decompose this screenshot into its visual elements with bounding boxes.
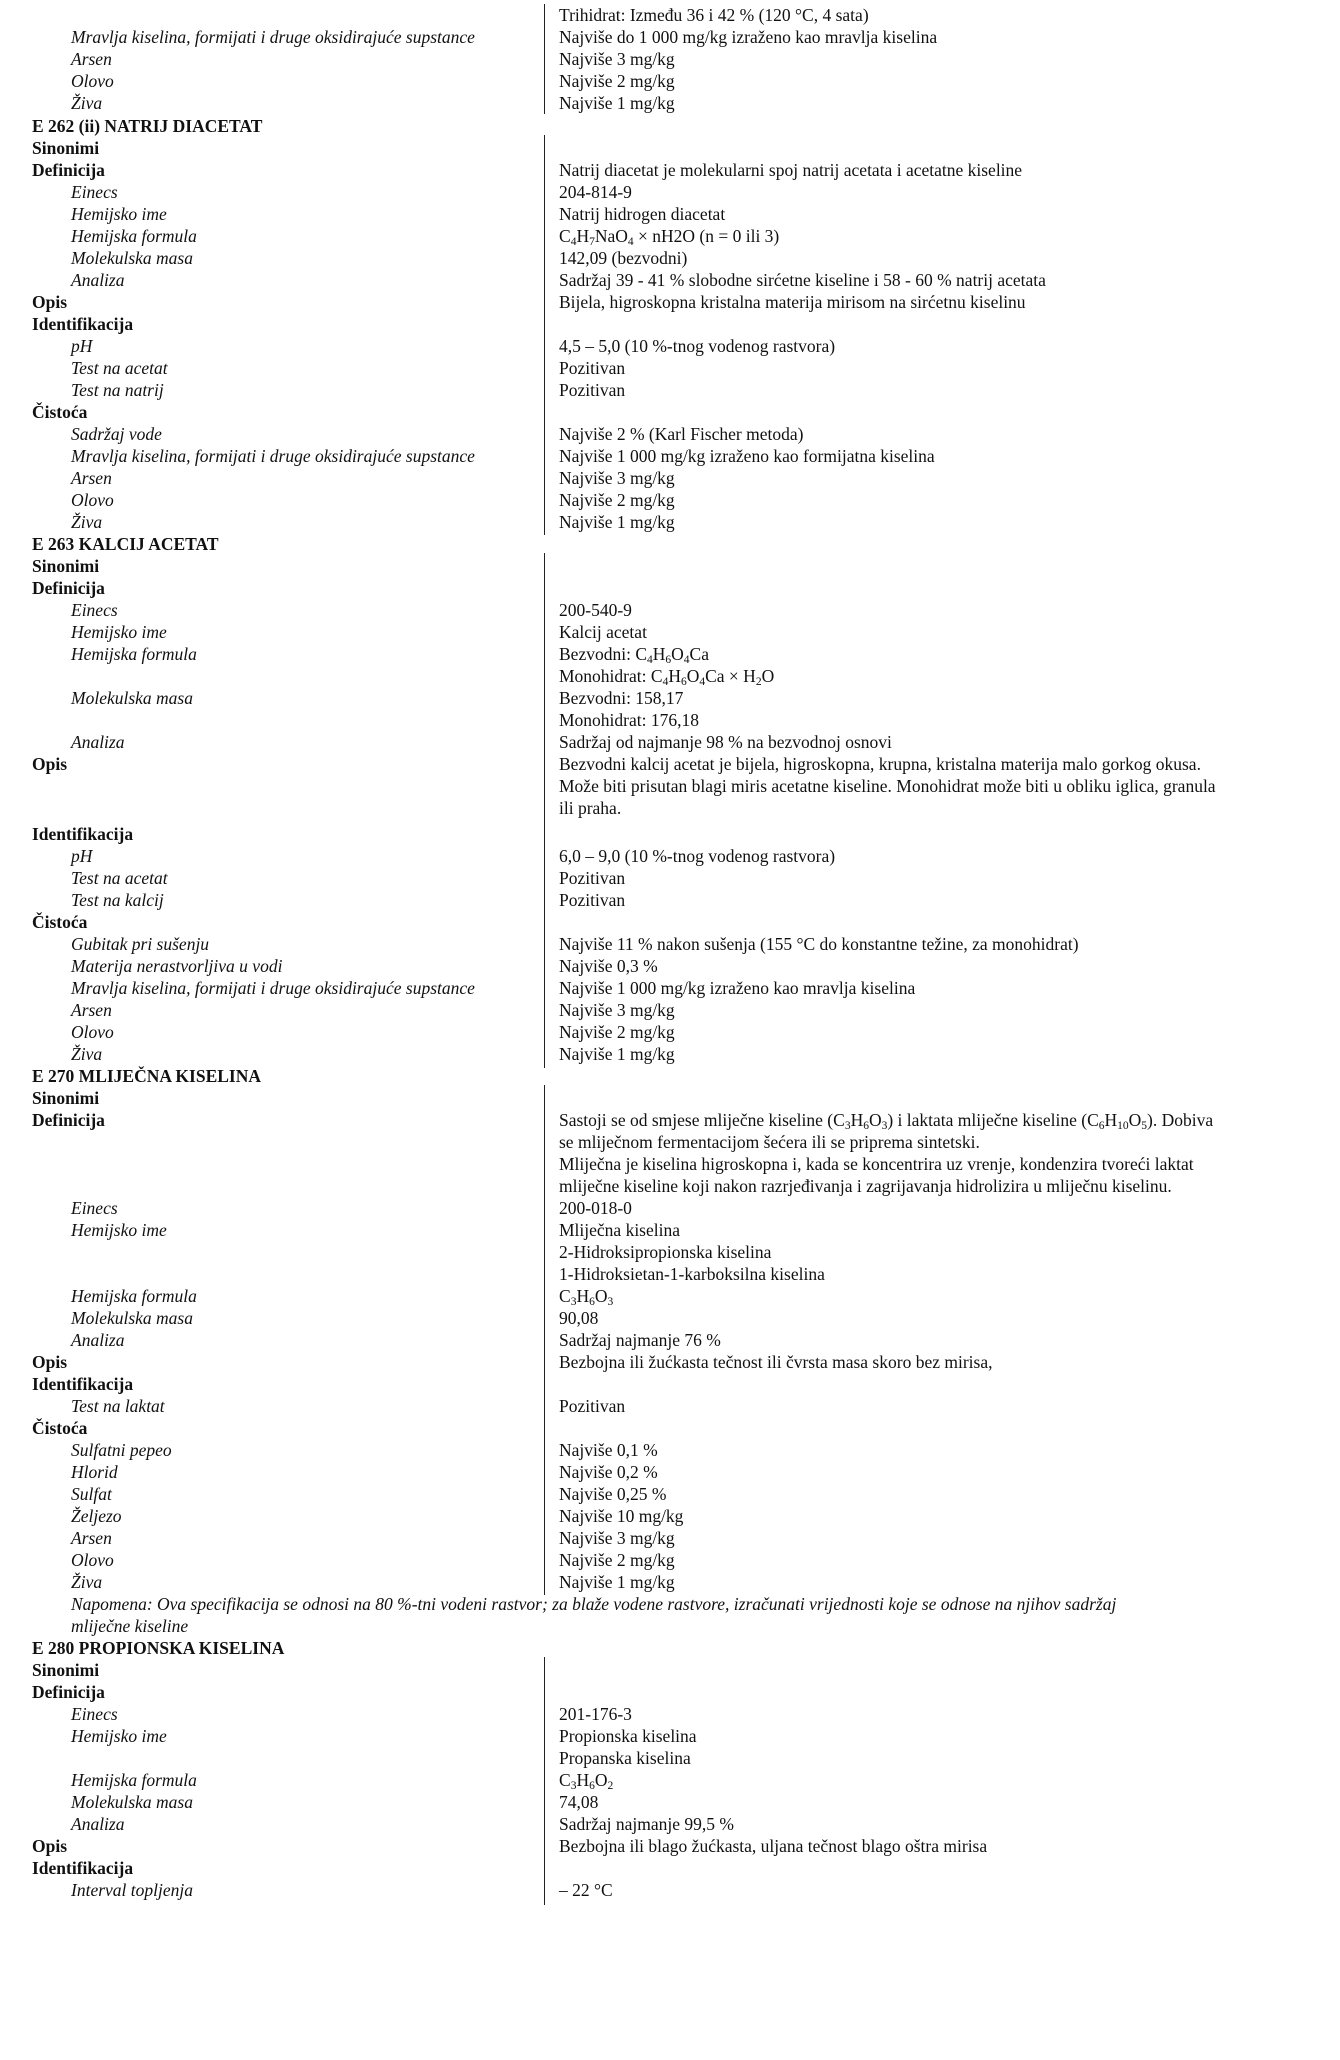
property-value: Mliječna kiselina <box>559 1220 681 1240</box>
property-value: Najviše 0,25 % <box>559 1484 667 1504</box>
category-label: Identifikacija <box>32 1858 134 1878</box>
category-label: Opis <box>32 292 68 312</box>
property-value: Najviše do 1 000 mg/kg izraženo kao mravlja kiselina <box>559 27 938 47</box>
property-label: Hemijska formula <box>71 226 197 246</box>
property-value: Bijela, higroskopna kristalna materija mirisom na sirćetnu kiselinu <box>559 292 1026 312</box>
property-value: Najviše 0,2 % <box>559 1462 658 1482</box>
property-value: Može biti prisutan blagi miris acetatne kiseline. Monohidrat može biti u obliku iglica, granula <box>559 776 1216 796</box>
property-value: Pozitivan <box>559 380 626 400</box>
category-label: Definicija <box>32 160 105 180</box>
property-value: Pozitivan <box>559 890 626 910</box>
property-label: Hemijsko ime <box>71 1726 167 1746</box>
property-value: Najviše 0,3 % <box>559 956 658 976</box>
category-label: Identifikacija <box>32 314 134 334</box>
property-value: Sadržaj najmanje 99,5 % <box>559 1814 734 1834</box>
property-value: 201-176-3 <box>559 1704 632 1724</box>
property-label: Hemijska formula <box>71 644 197 664</box>
property-label: Analiza <box>71 732 125 752</box>
property-label: Živa <box>71 93 103 113</box>
property-label: Živa <box>71 1044 103 1064</box>
property-value: Najviše 2 % (Karl Fischer metoda) <box>559 424 804 444</box>
property-label: Sulfatni pepeo <box>71 1440 172 1460</box>
property-value: Sadržaj 39 - 41 % slobodne sirćetne kiseline i 58 - 60 % natrij acetata <box>559 270 1046 290</box>
category-label: Identifikacija <box>32 824 134 844</box>
property-value: 90,08 <box>559 1308 599 1328</box>
property-value: Mliječna je kiselina higroskopna i, kada se koncentrira uz vrenje, kondenzira tvoreći laktat <box>559 1154 1194 1174</box>
property-label: Sadržaj vode <box>71 424 162 444</box>
property-label: Hlorid <box>71 1462 118 1482</box>
property-label: Molekulska masa <box>71 1308 193 1328</box>
property-value: – 22 °C <box>559 1880 613 1900</box>
note-text: Napomena: Ova specifikacija se odnosi na 80 %-tni vodeni rastvor; za blaže vodene rastvore, izračunati vrijednosti koje se odnose na njihov sadržaj <box>71 1594 1117 1614</box>
property-label: Sulfat <box>71 1484 112 1504</box>
property-label: Analiza <box>71 270 125 290</box>
property-label: Analiza <box>71 1330 125 1350</box>
property-value: 200-540-9 <box>559 600 632 620</box>
property-label: Mravlja kiselina, formijati i druge oksidirajuće supstance <box>71 27 475 47</box>
category-label: Definicija <box>32 1682 105 1702</box>
section-heading: E 270 MLIJEČNA KISELINA <box>32 1066 262 1086</box>
property-label: Test na acetat <box>71 358 168 378</box>
category-label: Čistoća <box>32 1418 88 1438</box>
property-value: Propanska kiselina <box>559 1748 691 1768</box>
property-label: Test na kalcij <box>71 890 164 910</box>
property-value: Najviše 3 mg/kg <box>559 49 675 69</box>
property-label: pH <box>71 846 93 866</box>
property-value: Sadržaj najmanje 76 % <box>559 1330 721 1350</box>
section-heading: E 280 PROPIONSKA KISELINA <box>32 1638 285 1658</box>
property-value: 204-814-9 <box>559 182 632 202</box>
note-text: mliječne kiseline <box>71 1616 189 1636</box>
e270-column-divider <box>544 1085 545 1595</box>
property-value: Najviše 2 mg/kg <box>559 490 675 510</box>
property-value: 74,08 <box>559 1792 599 1812</box>
category-label: Opis <box>32 754 68 774</box>
property-label: Test na natrij <box>71 380 164 400</box>
property-label: Materija nerastvorljiva u vodi <box>71 956 283 976</box>
property-value: Natrij diacetat je molekularni spoj natrij acetata i acetatne kiseline <box>559 160 1023 180</box>
property-value: Kalcij acetat <box>559 622 647 642</box>
property-value: Bezbojna ili žućkasta tečnost ili čvrsta masa skoro bez mirisa, <box>559 1352 993 1372</box>
property-value: 200-018-0 <box>559 1198 632 1218</box>
property-value: Bezbojna ili blago žućkasta, uljana tečnost blago oštra mirisa <box>559 1836 988 1856</box>
property-value: Najviše 10 mg/kg <box>559 1506 684 1526</box>
property-label: Hemijska formula <box>71 1286 197 1306</box>
property-label: Olovo <box>71 1022 114 1042</box>
property-value: 4,5 – 5,0 (10 %-tnog vodenog rastvora) <box>559 336 836 356</box>
property-label: Analiza <box>71 1814 125 1834</box>
property-value: 142,09 (bezvodni) <box>559 248 688 268</box>
section-heading: E 263 KALCIJ ACETAT <box>32 534 219 554</box>
category-label: Čistoća <box>32 402 88 422</box>
property-label: Arsen <box>71 1528 112 1548</box>
property-label: Hemijska formula <box>71 1770 197 1790</box>
property-value: 2-Hidroksipropionska kiselina <box>559 1242 772 1262</box>
property-value: se mliječnom fermentacijom šećera ili se priprema sintetski. <box>559 1132 980 1152</box>
property-value: Monohidrat: 176,18 <box>559 710 699 730</box>
property-label: Olovo <box>71 71 114 91</box>
property-value: Najviše 1 mg/kg <box>559 93 675 113</box>
property-value: Najviše 1 mg/kg <box>559 1572 675 1592</box>
category-label: Čistoća <box>32 912 88 932</box>
property-label: Molekulska masa <box>71 248 193 268</box>
property-value: Najviše 3 mg/kg <box>559 1000 675 1020</box>
property-value: Najviše 3 mg/kg <box>559 468 675 488</box>
category-label: Sinonimi <box>32 1088 100 1108</box>
property-label: Einecs <box>71 600 118 620</box>
property-label: Hemijsko ime <box>71 622 167 642</box>
property-label: Einecs <box>71 1704 118 1724</box>
property-value: Pozitivan <box>559 358 626 378</box>
category-label: Opis <box>32 1352 68 1372</box>
property-label: Arsen <box>71 1000 112 1020</box>
property-label: Živa <box>71 1572 103 1592</box>
property-label: Einecs <box>71 1198 118 1218</box>
category-label: Definicija <box>32 1110 105 1130</box>
property-label: Test na acetat <box>71 868 168 888</box>
property-value: Najviše 1 mg/kg <box>559 1044 675 1064</box>
property-value: Propionska kiselina <box>559 1726 697 1746</box>
property-label: Olovo <box>71 490 114 510</box>
property-value: Najviše 1 000 mg/kg izraženo kao mravlja kiselina <box>559 978 916 998</box>
section-heading: E 262 (ii) NATRIJ DIACETAT <box>32 116 263 136</box>
property-value: Bezvodni: $C_4H_6O_4Ca$ <box>559 644 709 666</box>
property-label: pH <box>71 336 93 356</box>
category-label: Sinonimi <box>32 138 100 158</box>
e262-column-divider <box>544 135 545 535</box>
category-label: Sinonimi <box>32 556 100 576</box>
property-value: $C_4H_7NaO_4 \times nH2O$ (n = 0 ili 3) <box>559 226 780 248</box>
property-value: mliječne kiseline koji nakon razrjeđivanja i zagrijavanja hidrolizira u mliječnu kiselinu. <box>559 1176 1172 1196</box>
property-value: $C_3H_6O_2$ <box>559 1770 614 1792</box>
property-label: Olovo <box>71 1550 114 1570</box>
property-label: Arsen <box>71 468 112 488</box>
property-label: Arsen <box>71 49 112 69</box>
property-value: Bezvodni: 158,17 <box>559 688 684 708</box>
category-label: Identifikacija <box>32 1374 134 1394</box>
category-label: Opis <box>32 1836 68 1856</box>
property-value: 1-Hidroksietan-1-karboksilna kiselina <box>559 1264 825 1284</box>
category-label: Sinonimi <box>32 1660 100 1680</box>
category-label: Definicija <box>32 578 105 598</box>
e263-column-divider <box>544 553 545 1068</box>
property-value: Sadržaj od najmanje 98 % na bezvodnoj osnovi <box>559 732 892 752</box>
property-value: Najviše 11 % nakon sušenja (155 °C do konstantne težine, za monohidrat) <box>559 934 1079 954</box>
e280-column-divider <box>544 1657 545 1905</box>
property-value: Natrij hidrogen diacetat <box>559 204 726 224</box>
property-label: Mravlja kiselina, formijati i druge oksidirajuće supstance <box>71 446 475 466</box>
property-value: Najviše 0,1 % <box>559 1440 658 1460</box>
property-label: Živa <box>71 512 103 532</box>
property-label: Hemijsko ime <box>71 204 167 224</box>
property-value: Sastoji se od smjese mliječne kiseline $(C_3H_6O_3)$ i laktata mliječne kiseline $(C_6H_{10}O_5)$. Dobiva <box>559 1110 1214 1132</box>
property-label: Molekulska masa <box>71 1792 193 1812</box>
property-value: $C_3H_6O_3$ <box>559 1286 614 1308</box>
property-value: Pozitivan <box>559 1396 626 1416</box>
property-value: Najviše 1 mg/kg <box>559 512 675 532</box>
property-value: 6,0 – 9,0 (10 %-tnog vodenog rastvora) <box>559 846 836 866</box>
property-value: Trihidrat: Između 36 i 42 % (120 °C, 4 sata) <box>559 5 869 25</box>
property-label: Einecs <box>71 182 118 202</box>
property-value: Najviše 2 mg/kg <box>559 71 675 91</box>
property-label: Molekulska masa <box>71 688 193 708</box>
tail-column-divider <box>544 4 545 114</box>
property-label: Mravlja kiselina, formijati i druge oksidirajuće supstance <box>71 978 475 998</box>
property-value: Najviše 3 mg/kg <box>559 1528 675 1548</box>
property-value: ili praha. <box>559 798 622 818</box>
property-label: Gubitak pri sušenju <box>71 934 210 954</box>
property-value: Pozitivan <box>559 868 626 888</box>
property-label: Test na laktat <box>71 1396 165 1416</box>
property-value: Bezvodni kalcij acetat je bijela, higroskopna, krupna, kristalna materija malo gorkog okusa. <box>559 754 1201 774</box>
property-value: Monohidrat: $C_4H_6O_4Ca \times H_2O$ <box>559 666 775 688</box>
property-value: Najviše 2 mg/kg <box>559 1022 675 1042</box>
property-label: Interval topljenja <box>71 1880 193 1900</box>
property-label: Željezo <box>71 1506 122 1526</box>
property-value: Najviše 1 000 mg/kg izraženo kao formijatna kiselina <box>559 446 935 466</box>
property-value: Najviše 2 mg/kg <box>559 1550 675 1570</box>
property-label: Hemijsko ime <box>71 1220 167 1240</box>
